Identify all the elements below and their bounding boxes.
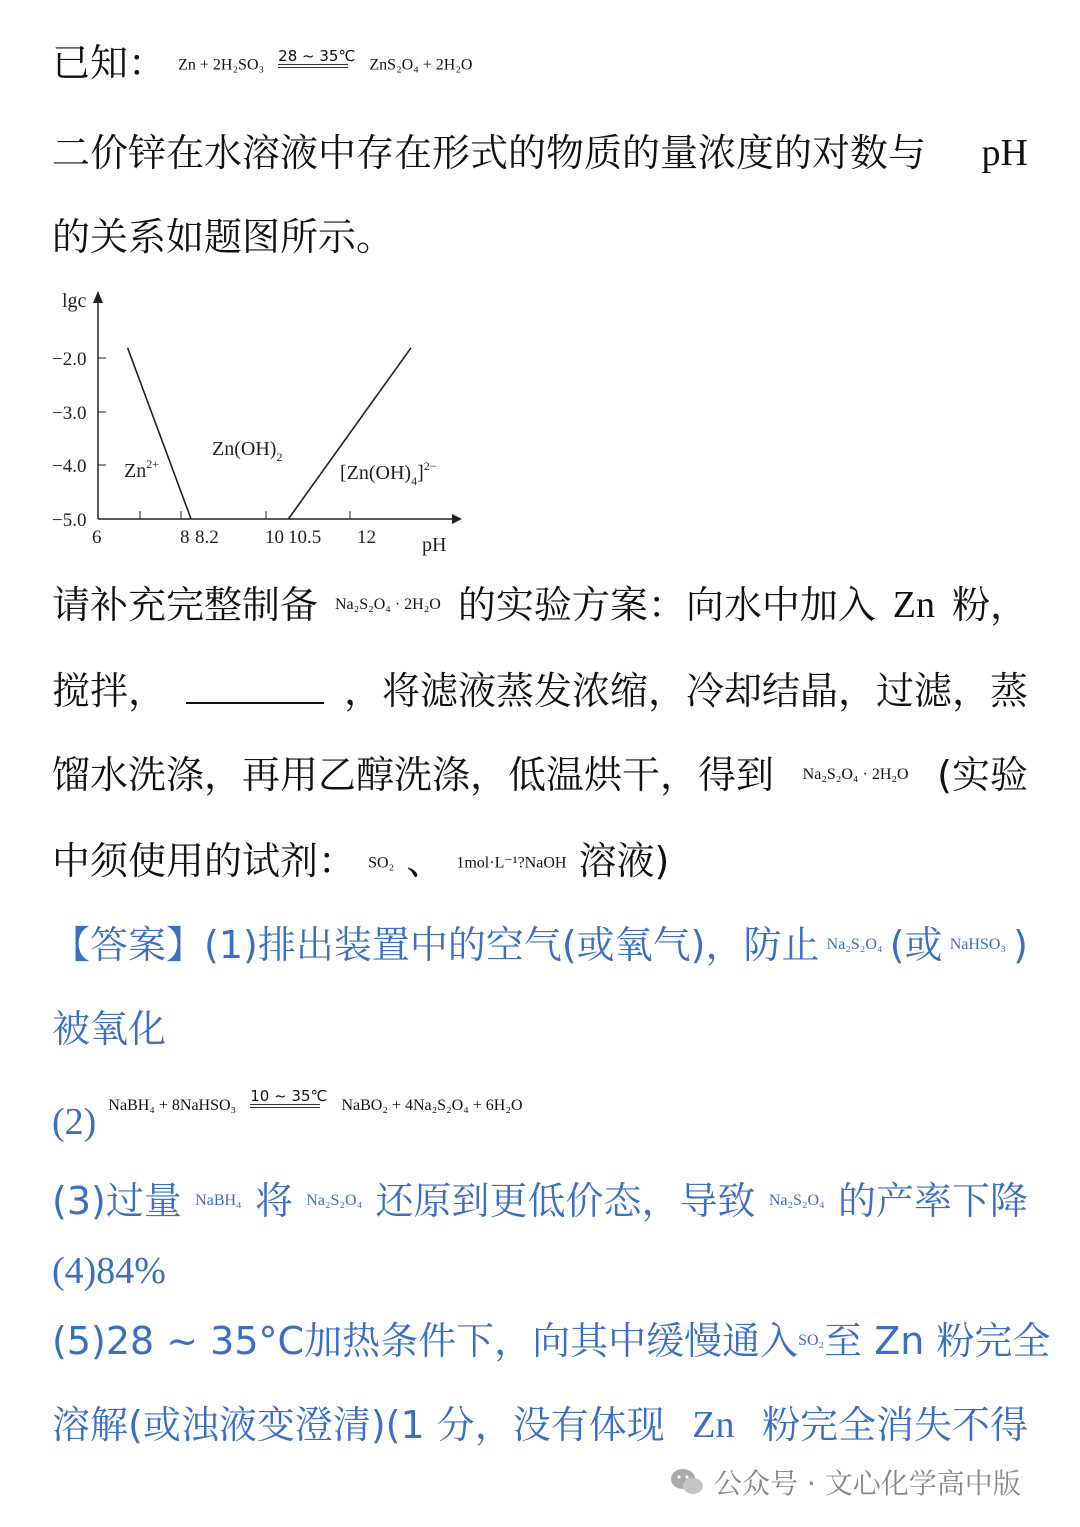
x-tick-label: 10 [265,527,284,548]
region-label-zn2: $Zn^{2+}$ [124,457,159,482]
answer-line-5b [52,1402,1028,1448]
y-tick-label: −3.0 [52,403,87,424]
a2-condition-text: 10 ~ 35℃ [250,1086,328,1105]
znoh4-boundary-line [288,348,411,519]
x-axis-label: pH [422,534,447,556]
question-line-1 [52,582,1028,628]
x-tick-label: 8 [180,527,190,548]
a-text: 至 Zn 粉完全 [824,1319,1051,1363]
watermark-text: 公众号 · 文心化学高中版 [714,1467,1021,1500]
a2-eq-left: NaBH₄ + 8NaHSO₃ [108,1096,237,1114]
a-text: (5)28 ~ 35°C加热条件下，向其中缓慢通入 [52,1319,799,1363]
known-equation-line [52,40,1028,89]
intro-ph: pH [981,132,1028,174]
a2-condition [250,1088,327,1108]
question-line-3 [52,752,1028,798]
eq-left: Zn + 2H₂SO₃ [178,56,265,74]
a-text: (3)过量 [52,1179,182,1223]
eq-right: ZnS₂O₄ + 2H₂O [369,56,473,74]
x-tick-label: 10.5 [288,527,322,548]
region-label-znoh2: $Zn(OH)_2$ [212,438,283,464]
known-label: 已知： [52,41,167,85]
a-formula: SO₂ [798,1332,825,1349]
answer-line-5 [52,1318,1051,1364]
question-line-4 [52,838,1028,887]
a-text: 将 [254,1179,293,1223]
question-line-2 [52,668,1028,714]
eq-condition [278,48,355,68]
intro-line-2: 的关系如题图所示。 [52,215,395,259]
a-text: 还原到更低价态，导致 [375,1179,756,1223]
y-axis-label: lgc [62,290,87,312]
answer-line-4: (4)84% [52,1250,166,1292]
wechat-icon [670,1467,704,1497]
a-formula: NaBH₄ [195,1192,242,1209]
eq-condition-text: 28 ~ 35℃ [278,46,356,65]
a-formula: Na₂S₂O₄ [826,936,883,953]
y-tick-label: −5.0 [52,510,87,531]
axes [93,291,462,524]
answer-line-2 [52,1086,1028,1147]
a-text: 溶解(或浊液变澄清)(1 分，没有体现 [52,1403,665,1447]
a-formula: Na₂S₂O₄ [768,1192,825,1209]
watermark [670,1462,1021,1502]
answer-line-1 [52,922,1028,968]
q-text: 溶液) [578,839,670,883]
a-formula: Na₂S₂O₄ [306,1192,363,1209]
x-tick-label: 12 [357,527,376,548]
answer-line-1b: 被氧化 [52,1007,167,1051]
a-text: ) [1013,923,1028,967]
a-text: (或 [889,923,943,967]
zinc-species-chart [52,285,472,565]
q-formula: Na₂S₂O₄ · 2H₂O [802,766,909,783]
intro-line-1 [52,130,1028,176]
a-text: 粉完全消失不得 [761,1403,1028,1447]
q-text: 请补充完整制备 [52,583,319,627]
a-formula: NaHSO₃ [949,936,1006,953]
q-text: 、 [406,839,445,883]
q-text: 的实验方案：向水中加入 [457,583,876,627]
q-formula: Na₂S₂O₄ · 2H₂O [334,596,441,613]
answer-line-3 [52,1178,1028,1224]
y-tick-label: −2.0 [52,349,87,370]
intro-text-1: 二价锌在水溶液中存在形式的物质的量浓度的对数与 [52,131,927,175]
x-tick-label: 8.2 [195,527,219,548]
a2-eq-right: NaBO₂ + 4Na₂S₂O₄ + 6H₂O [341,1096,523,1114]
reagent-naoh: 1mol·L⁻¹?NaOH [456,854,567,872]
x-ticks [92,511,376,548]
a-text: 的产率下降 [837,1179,1028,1223]
q-text: 中须使用的试剂： [52,839,357,883]
q-text: (实验 [937,753,1028,797]
answer-blank[interactable] [186,668,324,704]
a-zn: Zn [692,1404,735,1446]
q-text: 搅拌， [52,669,167,713]
q-zn: Zn [892,584,936,626]
a-text: 【答案】(1)排出装置中的空气(或氧气)，防止 [52,923,820,967]
q-text: 馏水洗涤，再用乙醇洗涤，低温烘干，得到 [52,753,775,797]
a2-num: (2) [52,1101,97,1143]
region-label-znoh4: $[Zn(OH)_4]^{2-}$ [340,459,437,488]
reagent-so2: SO₂ [368,854,395,872]
q-text: 粉， [951,583,1028,627]
zn2-boundary-line [128,348,191,519]
q-text: ，将滤液蒸发浓缩，冷却结晶，过滤，蒸 [343,669,1028,713]
y-tick-label: −4.0 [52,456,87,477]
x-tick-label: 6 [92,527,102,548]
